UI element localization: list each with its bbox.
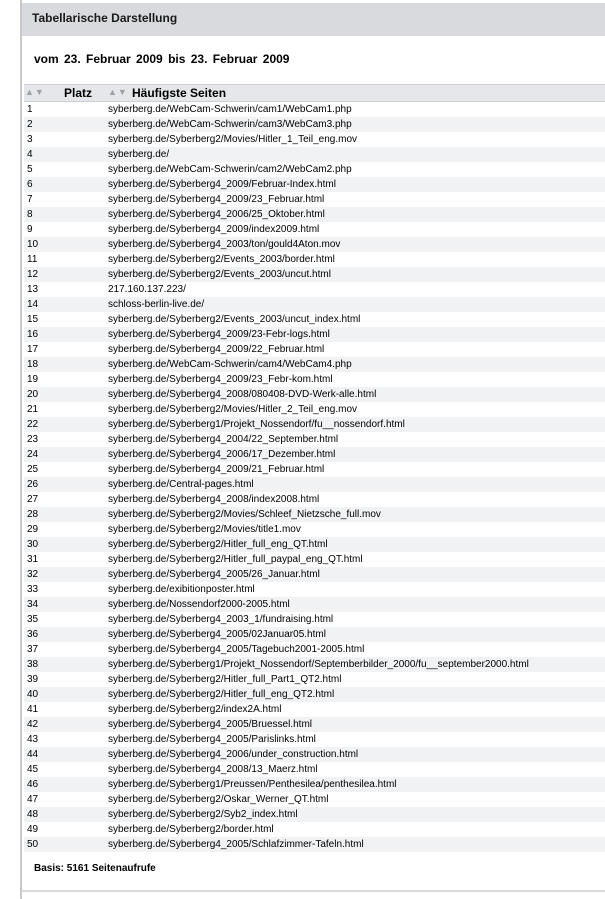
row-rank: 7 — [27, 194, 33, 205]
row-page: syberberg.de/Syberberg1/Preussen/Penthesilea/penthesilea.html — [108, 779, 397, 790]
table-row — [24, 477, 605, 492]
row-page: syberberg.de/Syberberg4_2005/26_Januar.html — [108, 569, 320, 580]
row-page: syberberg.de/Syberberg2/Movies/Hitler_2_Teil_eng.mov — [108, 404, 358, 415]
row-rank: 22 — [27, 419, 39, 430]
row-rank: 21 — [27, 404, 39, 415]
row-rank: 30 — [27, 539, 39, 550]
row-rank: 42 — [27, 719, 39, 730]
row-page: syberberg.de/Syberberg2/Hitler_full_paypal_eng_QT.html — [108, 554, 363, 565]
row-page: syberberg.de/Syberberg4_2006/17_Dezember.html — [108, 449, 336, 460]
table-row — [24, 297, 605, 312]
row-rank: 35 — [27, 614, 39, 625]
row-rank: 4 — [27, 149, 33, 160]
row-rank: 49 — [27, 824, 39, 835]
sort-rank-arrows-icon[interactable]: ▲▼ — [25, 87, 45, 97]
table-row — [24, 417, 605, 432]
panel-titlebar — [22, 3, 605, 36]
table-row — [24, 582, 605, 597]
row-page: syberberg.de/Syberberg1/Projekt_Nossendorf/Septemberbilder_2000/fu__september2000.html — [108, 659, 529, 670]
row-page: syberberg.de/Syberberg2/Movies/Hitler_1_Teil_eng.mov — [108, 134, 358, 145]
row-page: syberberg.de/ — [108, 149, 170, 160]
row-page: syberberg.de/Central-pages.html — [108, 479, 254, 490]
row-page: syberberg.de/Syberberg4_2009/Februar-Index.html — [108, 179, 336, 190]
row-page: syberberg.de/Syberberg4_2008/13_Maerz.html — [108, 764, 318, 775]
row-page: syberberg.de/Syberberg2/Movies/title1.mov — [108, 524, 301, 535]
row-rank: 50 — [27, 839, 39, 850]
table-row — [24, 432, 605, 447]
row-rank: 9 — [27, 224, 33, 235]
row-page: syberberg.de/Syberberg2/Syb2_index.html — [108, 809, 298, 820]
table-row — [24, 762, 605, 777]
table-row — [24, 747, 605, 762]
row-rank: 5 — [27, 164, 33, 175]
row-rank: 33 — [27, 584, 39, 595]
row-rank: 12 — [27, 269, 39, 280]
row-rank: 2 — [27, 119, 33, 130]
table-row — [24, 357, 605, 372]
row-page: syberberg.de/WebCam-Schwerin/cam2/WebCam2.php — [108, 164, 352, 175]
table-row — [24, 177, 605, 192]
table-row — [24, 267, 605, 282]
table-row — [24, 732, 605, 747]
row-page: syberberg.de/Syberberg2/border.html — [108, 824, 274, 835]
row-page: syberberg.de/Syberberg4_2005/Bruessel.html — [108, 719, 313, 730]
row-page: syberberg.de/Syberberg4_2008/index2008.html — [108, 494, 320, 505]
row-page: syberberg.de/Syberberg2/Movies/Schleef_Nietzsche_full.mov — [108, 509, 381, 520]
row-page: syberberg.de/Syberberg4_2006/25_Oktober.html — [108, 209, 325, 220]
row-page: syberberg.de/Syberberg4_2008/080408-DVD-Werk-alle.html — [108, 389, 377, 400]
row-page: syberberg.de/Syberberg4_2006/under_construction.html — [108, 749, 359, 760]
table-row — [24, 627, 605, 642]
row-page: syberberg.de/Syberberg4_2009/23-Febr-logs.html — [108, 329, 330, 340]
row-rank: 23 — [27, 434, 39, 445]
row-rank: 48 — [27, 809, 39, 820]
row-rank: 29 — [27, 524, 39, 535]
table-row — [24, 402, 605, 417]
row-rank: 19 — [27, 374, 39, 385]
table-row — [24, 312, 605, 327]
row-page: syberberg.de/Syberberg2/Oskar_Werner_QT.html — [108, 794, 329, 805]
row-rank: 37 — [27, 644, 39, 655]
table-row — [24, 132, 605, 147]
row-rank: 16 — [27, 329, 39, 340]
table-row — [24, 282, 605, 297]
row-rank: 11 — [27, 254, 38, 265]
table-row — [24, 567, 605, 582]
row-page: syberberg.de/Syberberg2/Hitler_full_eng_QT.html — [108, 539, 328, 550]
panel-bottom-border — [22, 890, 605, 892]
table-row — [24, 252, 605, 267]
row-page: syberberg.de/Syberberg4_2005/Tagebuch2001-2005.html — [108, 644, 365, 655]
table-row — [24, 822, 605, 837]
row-rank: 17 — [27, 344, 39, 355]
row-page: syberberg.de/Syberberg4_2004/22_September.html — [108, 434, 339, 445]
row-page: syberberg.de/exibitionposter.html — [108, 584, 255, 595]
row-rank: 41 — [27, 704, 39, 715]
row-page: syberberg.de/Syberberg4_2009/23_Febr-kom.html — [108, 374, 333, 385]
row-rank: 24 — [27, 449, 39, 460]
row-page: 217.160.137.223/ — [108, 284, 186, 295]
table-row — [24, 807, 605, 822]
table-row — [24, 147, 605, 162]
table-row — [24, 462, 605, 477]
row-rank: 46 — [27, 779, 39, 790]
table-row — [24, 612, 605, 627]
report-panel — [20, 0, 605, 899]
table-row — [24, 507, 605, 522]
table-row — [24, 387, 605, 402]
row-page: syberberg.de/Syberberg1/Projekt_Nossendorf/fu__nossendorf.html — [108, 419, 405, 430]
column-header-rank[interactable]: Platz — [64, 86, 93, 100]
row-rank: 38 — [27, 659, 39, 670]
row-rank: 43 — [27, 734, 39, 745]
table-row — [24, 717, 605, 732]
row-page: syberberg.de/Syberberg4_2003/ton/gould4Aton.mov — [108, 239, 341, 250]
row-page: syberberg.de/WebCam-Schwerin/cam3/WebCam3.php — [108, 119, 352, 130]
table-header — [24, 84, 605, 102]
table-row — [24, 642, 605, 657]
row-rank: 14 — [27, 299, 39, 310]
row-rank: 20 — [27, 389, 39, 400]
row-page: syberberg.de/Syberberg2/Hitler_full_Part1_QT2.html — [108, 674, 342, 685]
table-row — [24, 537, 605, 552]
row-page: schloss-berlin-live.de/ — [108, 299, 205, 310]
row-rank: 10 — [27, 239, 39, 250]
table-row — [24, 447, 605, 462]
table-row — [24, 597, 605, 612]
table-row — [24, 792, 605, 807]
row-rank: 44 — [27, 749, 39, 760]
row-rank: 25 — [27, 464, 39, 475]
row-page: syberberg.de/Syberberg4_2009/index2009.html — [108, 224, 320, 235]
row-rank: 40 — [27, 689, 39, 700]
row-page: syberberg.de/Syberberg2/Hitler_full_eng_QT2.html — [108, 689, 335, 700]
table-row — [24, 702, 605, 717]
table-row — [24, 777, 605, 792]
row-rank: 45 — [27, 764, 39, 775]
row-rank: 28 — [27, 509, 39, 520]
row-rank: 6 — [27, 179, 33, 190]
table-row — [24, 342, 605, 357]
row-page: syberberg.de/Syberberg4_2005/02Januar05.html — [108, 629, 326, 640]
table-row — [24, 687, 605, 702]
row-page: syberberg.de/Nossendorf2000-2005.html — [108, 599, 290, 610]
table-row — [24, 192, 605, 207]
row-rank: 34 — [27, 599, 39, 610]
table-row — [24, 207, 605, 222]
row-rank: 32 — [27, 569, 39, 580]
table-row — [24, 222, 605, 237]
row-rank: 31 — [27, 554, 39, 565]
table-row — [24, 657, 605, 672]
table-row — [24, 237, 605, 252]
table-row — [24, 837, 605, 852]
row-page: syberberg.de/Syberberg4_2009/23_Februar.html — [108, 194, 325, 205]
table-row — [24, 327, 605, 342]
pages-table — [24, 84, 605, 852]
row-page: syberberg.de/Syberberg4_2009/22_Februar.html — [108, 344, 325, 355]
table-body — [24, 102, 605, 852]
row-page: syberberg.de/Syberberg4_2005/Schlafzimmer-Tafeln.html — [108, 839, 364, 850]
row-rank: 8 — [27, 209, 33, 220]
row-page: syberberg.de/Syberberg4_2003_1/fundraising.html — [108, 614, 334, 625]
row-rank: 18 — [27, 359, 39, 370]
row-page: syberberg.de/Syberberg2/index2A.html — [108, 704, 282, 715]
row-page: syberberg.de/Syberberg2/Events_2003/uncut_index.html — [108, 314, 361, 325]
panel-title: Tabellarische Darstellung — [32, 11, 178, 25]
row-rank: 47 — [27, 794, 39, 805]
row-rank: 3 — [27, 134, 33, 145]
basis-summary: Basis: 5161 Seitenaufrufe — [34, 863, 156, 874]
table-row — [24, 552, 605, 567]
table-row — [24, 102, 605, 117]
table-row — [24, 117, 605, 132]
row-rank: 26 — [27, 479, 39, 490]
date-range: vom 23. Februar 2009 bis 23. Februar 2009 — [34, 52, 290, 66]
row-rank: 36 — [27, 629, 39, 640]
row-rank: 1 — [27, 104, 33, 115]
row-page: syberberg.de/Syberberg2/Events_2003/uncut.html — [108, 269, 331, 280]
sort-page-arrows-icon[interactable]: ▲▼ — [108, 87, 128, 97]
row-rank: 27 — [27, 494, 39, 505]
row-page: syberberg.de/WebCam-Schwerin/cam4/WebCam4.php — [108, 359, 352, 370]
row-rank: 15 — [27, 314, 39, 325]
row-page: syberberg.de/Syberberg2/Events_2003/border.html — [108, 254, 335, 265]
row-rank: 13 — [27, 284, 39, 295]
row-page: syberberg.de/WebCam-Schwerin/cam1/WebCam1.php — [108, 104, 352, 115]
row-page: syberberg.de/Syberberg4_2005/Parislinks.html — [108, 734, 316, 745]
table-row — [24, 372, 605, 387]
row-page: syberberg.de/Syberberg4_2009/21_Februar.html — [108, 464, 325, 475]
column-header-page[interactable]: Häufigste Seiten — [132, 86, 227, 100]
table-row — [24, 492, 605, 507]
table-row — [24, 522, 605, 537]
row-rank: 39 — [27, 674, 39, 685]
table-row — [24, 162, 605, 177]
table-row — [24, 672, 605, 687]
